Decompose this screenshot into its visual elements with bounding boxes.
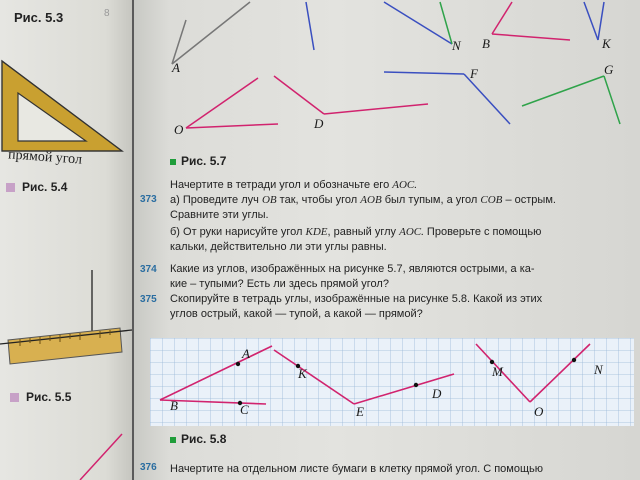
fig-5-8-label-m: M — [492, 364, 503, 379]
fig-5-8-label-c: C — [240, 402, 249, 417]
fig-5-5-line — [60, 430, 130, 480]
problem-373-line2: а) Проведите луч OB так, чтобы угол AOB был тупым, а угол COB – острым. — [170, 194, 556, 206]
problem-373-line5: кальки, действительно ли эти углы равны. — [170, 241, 387, 253]
fig-5-5-caption: Рис. 5.5 — [10, 390, 71, 404]
fig-5-7-label-f: F — [470, 66, 478, 81]
problem-376-number: 376 — [140, 462, 157, 473]
right-page — [134, 0, 640, 480]
set-square-drawing — [0, 55, 132, 155]
caption-marker — [10, 393, 19, 402]
fig-5-4-caption: Рис. 5.4 — [6, 180, 67, 194]
fig-5-7-caption: Рис. 5.7 — [170, 154, 226, 168]
fig-5-7-label-d: D — [314, 116, 324, 131]
fig-5-3-caption: Рис. 5.3 — [14, 10, 64, 25]
problem-373-line4: б) От руки нарисуйте угол KDE, равный углу AOC. Проверьте с помощью — [170, 226, 542, 238]
problem-375-number: 375 — [140, 294, 157, 305]
fig-5-7-label-b: B — [482, 36, 490, 51]
fig-5-8-label-k: K — [298, 366, 307, 381]
fig-5-8-label-a: A — [242, 346, 250, 361]
problem-374-number: 374 — [140, 264, 157, 275]
left-page — [0, 0, 132, 480]
fig-5-7-label-a: A — [172, 60, 180, 75]
fig-5-8-label-o: O — [534, 404, 544, 419]
fig-5-8-caption: Рис. 5.8 — [170, 432, 226, 446]
corner-mark: 8 — [104, 8, 110, 19]
fig-5-7-label-n: N — [452, 38, 461, 53]
problem-374-line1: Какие из углов, изображённых на рисунке 5.7, являются острыми, а ка- — [170, 263, 535, 275]
problem-373-line3: Сравните эти углы. — [170, 209, 269, 221]
problem-376-line1: Начертите на отдельном листе бумаги в клетку прямой угол. С помощью — [170, 463, 544, 475]
caption-marker — [170, 437, 176, 443]
problem-373-line1: Начертите в тетради угол и обозначьте его AOC. — [170, 179, 418, 191]
fig-5-8-label-e: E — [356, 404, 364, 419]
problem-373-number: 373 — [140, 194, 157, 205]
fig-5-7-label-g: G — [604, 62, 614, 77]
caption-marker — [170, 159, 176, 165]
fig-5-8-label-d: D — [432, 386, 442, 401]
fig-5-8-label-b: B — [170, 398, 178, 413]
right-angle-label: прямой угол — [7, 147, 83, 168]
fig-5-8-label-n: N — [594, 362, 603, 377]
caption-marker — [6, 183, 15, 192]
fig-5-7-angles — [134, 0, 640, 150]
fig-5-8-grid — [150, 338, 634, 426]
problem-374-line2: кие – тупыми? Есть ли здесь прямой угол? — [170, 278, 389, 290]
problem-375-line2: углов острый, какой — тупой, а какой — прямой? — [170, 308, 423, 320]
fig-5-7-label-o: O — [174, 122, 184, 137]
fig-5-7-label-k: K — [602, 36, 611, 51]
problem-375-line1: Скопируйте в тетрадь углы, изображённые на рисунке 5.8. Какой из этих — [170, 293, 543, 305]
ruler-drawing — [0, 270, 132, 380]
